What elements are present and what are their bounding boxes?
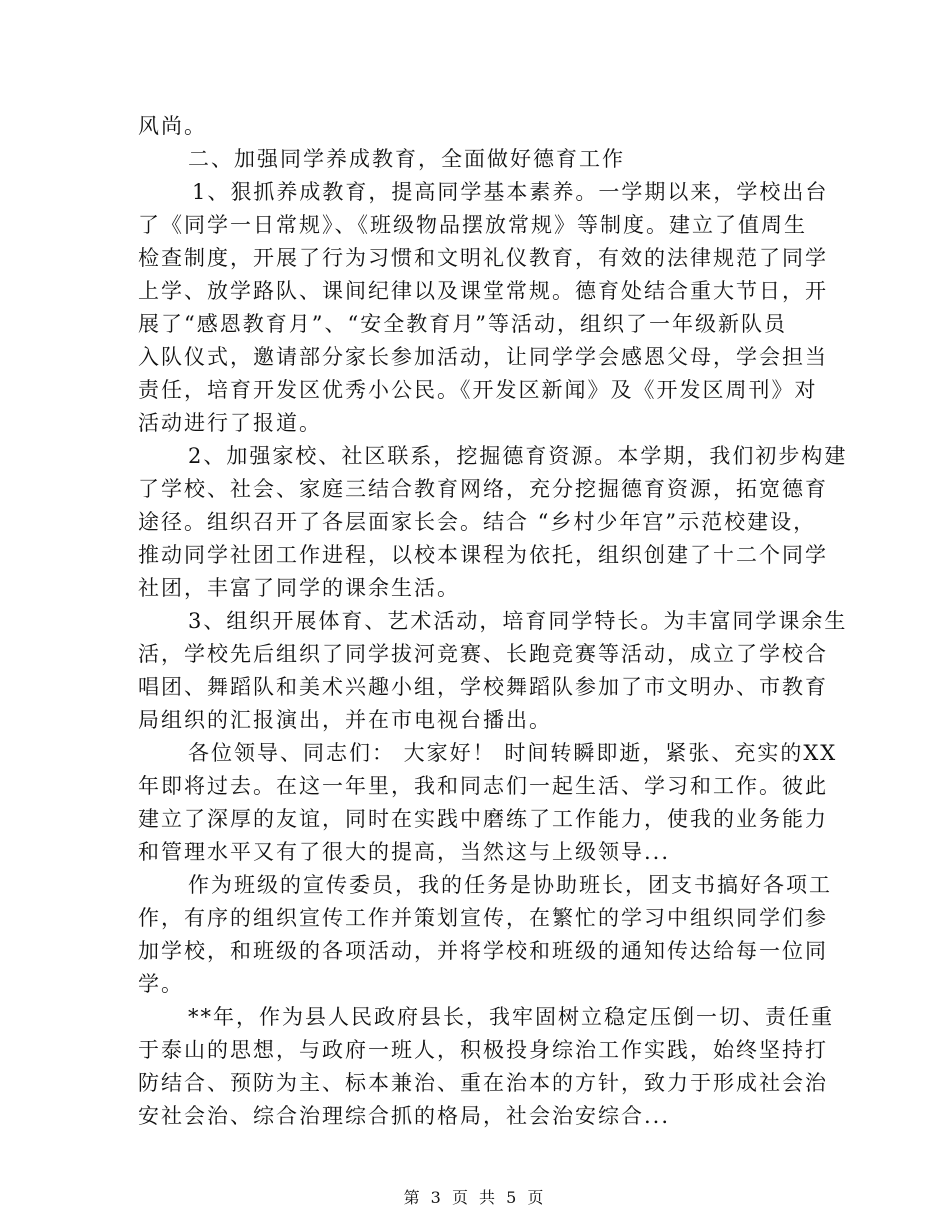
text-line: 展了“感恩教育月”、“安全教育月”等活动，组织了一年级新队员	[138, 312, 787, 336]
text-line: 活动进行了报道。	[138, 411, 322, 435]
text-line: 安社会治、综合治理综合抓的格局，社会治安综合...	[138, 1104, 671, 1128]
text-line: 2、加强家校、社区联系，挖掘德育资源。本学期，我们初步构建	[188, 444, 848, 468]
text-line: 途径。组织召开了各层面家长会。结合 “乡村少年宫”示范校建设，	[138, 510, 817, 534]
text-line: 建立了深厚的友谊，同时在实践中磨练了工作能力，使我的业务能力	[138, 807, 828, 831]
text-line: 和管理水平又有了很大的提高，当然这与上级领导...	[138, 840, 671, 864]
text-line: 作为班级的宣传委员，我的任务是协助班长，团支书搞好各项工	[188, 873, 832, 897]
text-line: 1、狠抓养成教育，提高同学基本素养。一学期以来，学校出台	[192, 180, 829, 204]
text-line: **年，作为县人民政府县长，我牢固树立稳定压倒一切、责任重	[188, 1005, 834, 1029]
text-line: 了《同学一日常规》、《班级物品摆放常规》等制度。建立了值周生	[138, 213, 807, 237]
section-heading: 二、加强同学养成教育，全面做好德育工作	[188, 147, 625, 171]
text-line: 责任，培育开发区优秀小公民。《开发区新闻》及《开发区周刊》对	[138, 378, 818, 402]
text-line: 防结合、预防为主、标本兼治、重在治本的方针，致力于形成社会治	[138, 1071, 828, 1095]
text-line: 推动同学社团工作进程，以校本课程为依托，组织创建了十二个同学	[138, 543, 828, 567]
text-line: 了学校、社会、家庭三结合教育网络，充分挖掘德育资源，拓宽德育	[138, 477, 828, 501]
text-line: 风尚。	[138, 114, 207, 138]
text-line: 唱团、舞蹈队和美术兴趣小组，学校舞蹈队参加了市文明办、市教育	[138, 675, 828, 699]
text-line: 于泰山的思想，与政府一班人，积极投身综治工作实践，始终坚持打	[138, 1038, 828, 1062]
text-line: 检查制度，开展了行为习惯和文明礼仪教育，有效的法律规范了同学	[138, 246, 828, 270]
text-line: 加学校，和班级的各项活动，并将学校和班级的通知传达给每一位同	[138, 939, 828, 963]
text-line: 各位领导、同志们： 大家好！ 时间转瞬即逝，紧张、充实的XX	[188, 741, 838, 765]
text-line: 年即将过去。在这一年里，我和同志们一起生活、学习和工作。彼此	[138, 774, 828, 798]
text-line: 作，有序的组织宣传工作并策划宣传，在繁忙的学习中组织同学们参	[138, 906, 828, 930]
text-line: 上学、放学路队、课间纪律以及课堂常规。德育处结合重大节日，开	[138, 279, 828, 303]
text-line: 社团，丰富了同学的课余生活。	[138, 576, 460, 600]
text-line: 3、组织开展体育、艺术活动，培育同学特长。为丰富同学课余生	[188, 609, 848, 633]
page-number-footer: 第 3 页 共 5 页	[403, 1188, 547, 1207]
text-line: 活，学校先后组织了同学拔河竞赛、长跑竞赛等活动，成立了学校合	[138, 642, 828, 666]
text-line: 局组织的汇报演出，并在市电视台播出。	[138, 708, 552, 732]
text-line: 学。	[138, 972, 184, 996]
text-line: 入队仪式，邀请部分家长参加活动，让同学学会感恩父母，学会担当	[138, 345, 828, 369]
